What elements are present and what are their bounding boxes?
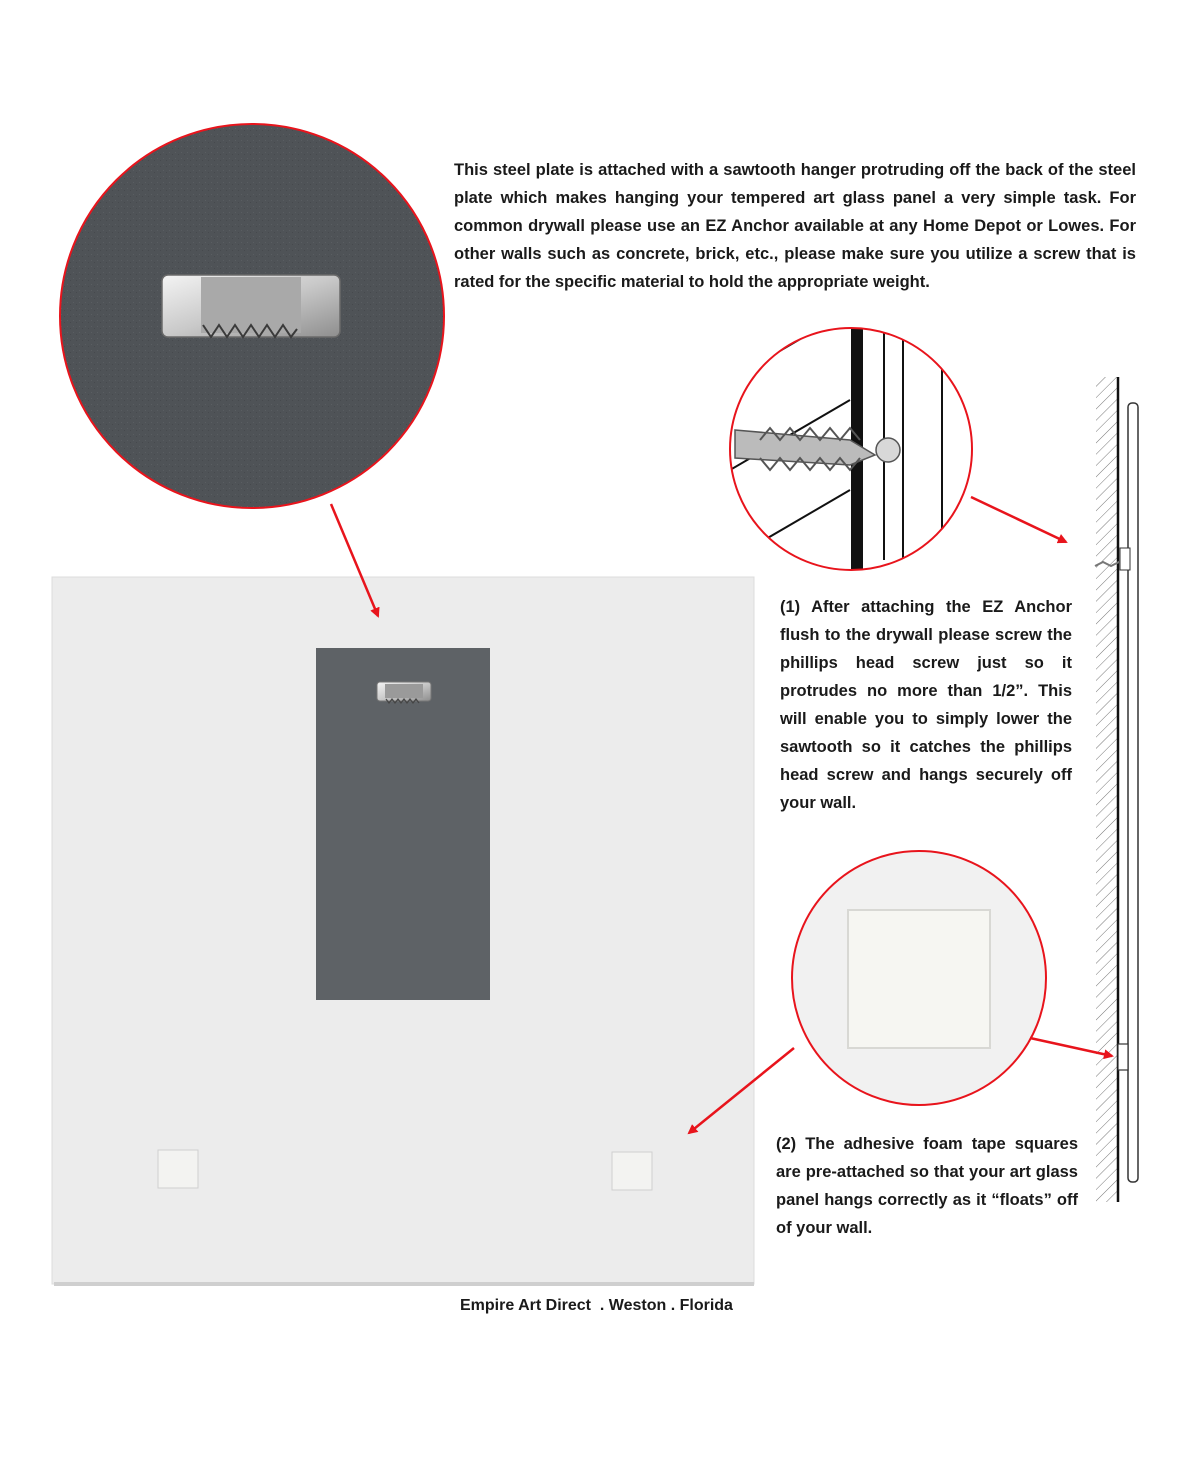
ez-anchor-icon (730, 310, 972, 580)
hanger-zoom-circle (60, 124, 444, 508)
wall-side-diagram (1095, 377, 1138, 1202)
foam-zoom-circle (792, 851, 1046, 1105)
step-2-text: (2) The adhesive foam tape squares are pre-attached so that your art glass panel hangs correctly as it “floats” off of your wall. (776, 1135, 1078, 1237)
hanger-description-text: This steel plate is attached with a sawtooth hanger protruding off the back of the steel plate which makes hanging your tempered art glass panel a very simple task. For common drywall please use an EZ Anchor available at any Home Depot or Lowes. For other walls such as concrete, brick, etc., please make sure you utilize a screw that is rated for the specific material to hold the appropriate weight. (454, 161, 1136, 291)
step-2-instructions (776, 1130, 1078, 1242)
step-1-instructions (780, 593, 1072, 817)
hanger-description (454, 156, 1136, 296)
step-1-text: (1) After attaching the EZ Anchor flush to the drywall please screw the phillips head screw just so it protrudes no more than 1/2”. This will enable you to simply lower the sawtooth so it catches the phillips head screw and hangs securely off your wall. (780, 598, 1072, 812)
sawtooth-hanger-icon (377, 682, 431, 703)
company-footer: Empire Art Direct . Weston . Florida (460, 1297, 733, 1314)
